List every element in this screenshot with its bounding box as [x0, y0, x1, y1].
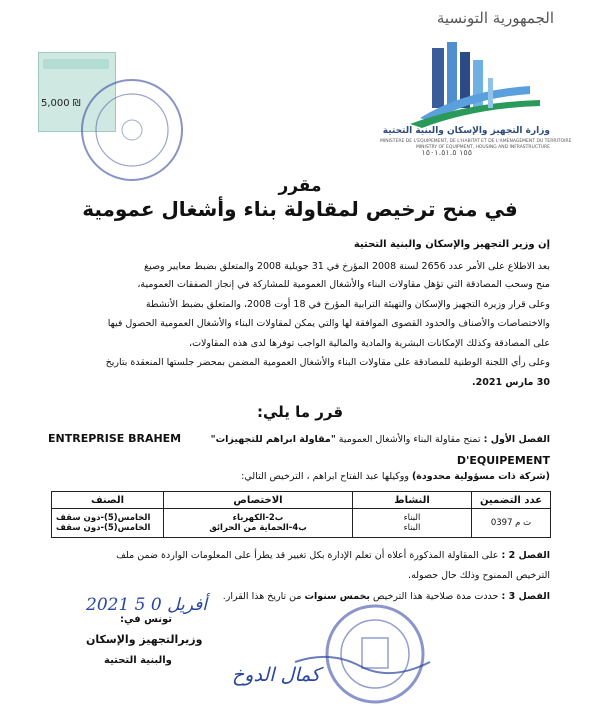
paragraph-line: بعد الاطلاع على الأمر عدد 2656 لسنة 2008 المؤرخ في 31 جويلية 2008 والمتعلق بضبط معايير وصيغ — [144, 261, 550, 272]
ministry-seal-icon — [290, 592, 440, 722]
registration-cell: ت م 0397 — [472, 509, 551, 538]
signature-name: كمال الدوخ — [232, 664, 321, 686]
specialty-cell — [164, 509, 353, 538]
article-2 — [116, 550, 550, 561]
legal-form: (شركة ذات مسؤولية محدودة) — [411, 471, 550, 482]
specialty-2: ب4-الحماية من الحرائق — [209, 523, 307, 533]
republic-header: الجمهورية التونسية — [436, 9, 554, 27]
paragraph-line: وعلى قرار وزيرة التجهيز والإسكان والتهيئة الترابية المؤرخ في 18 أوت 2008، والمتعلق بضبط الأنشطة — [145, 299, 550, 310]
signature-place: تونس في: — [120, 614, 173, 625]
document-title: مقرر — [278, 176, 322, 196]
category-2: الخامس(5)-دون سقف — [56, 523, 151, 533]
reference-number: ١٥٥ ١٥٠١.٥١.٥ — [421, 148, 472, 157]
specialty-1: ب2-الكهرباء — [232, 513, 284, 523]
ministry-name-en: MINISTRY OF EQUIPMENT, HOUSING AND INFRASTRUCTURE — [415, 145, 550, 150]
article-3-text: حددت مدة صلاحية هذا الترخيص — [373, 591, 499, 602]
table-header: عدد التضمين — [472, 492, 551, 509]
document-subtitle: في منح ترخيص لمقاولة بناء وأشغال عمومية — [82, 197, 518, 221]
company-name-fr-2: D'EQUIPEMENT — [456, 454, 550, 467]
authorization-table — [51, 491, 551, 538]
paragraph-line: والاختصاصات والأصناف والحدود القصوى الموافقة لها والتي يمكن لمقاولات البناء والأشغال العمومية الحصول فيها — [107, 318, 550, 329]
paragraph-line: منح وسحب المصادقة التي تؤهل مقاولات البناء والأشغال العمومية للمشاركة في إنجاز الصفقات العمومية، — [137, 279, 550, 290]
signature-role-1: وزيرالتجهيز والإسكان — [86, 633, 203, 646]
article-3-text-after: من تاريخ هذا القرار. — [222, 591, 302, 602]
paragraph-line: 30 مارس 2021. — [472, 377, 550, 388]
decision-heading: قرر ما يلي: — [256, 403, 344, 421]
article-3-duration: بخمس سنوات — [304, 591, 370, 602]
ministry-name-ar: وزارة التجهيز والإسكان والبنية التحتية — [382, 126, 550, 136]
table-row — [52, 509, 551, 538]
handwritten-date: 2021 أفريل 0 5 — [86, 595, 207, 615]
paragraph-line: على المصادقة وكذلك الإمكانات البشرية والمادية والمالية الواجب توفرها لدى هذه المقاولات، — [189, 338, 550, 349]
stamp-value: 5,000 ₪ — [41, 98, 81, 109]
paragraph-line: وعلى رأي اللجنة الوطنية للمصادقة على مقاولات البناء والأشغال العمومية المضمن بمحضر جلستها المنعقدة بتاريخ — [105, 357, 550, 368]
table-header-row — [52, 492, 551, 509]
table-header: الصنف — [52, 492, 164, 509]
article-2-label: الفصل 2 : — [501, 550, 550, 561]
company-name-ar: "مقاولة ابراهم للتجهيزات" — [210, 434, 336, 445]
table-header: الاختصاص — [164, 492, 353, 509]
article-1-text: تمنح مقاولة البناء والأشغال العمومية — [338, 434, 481, 445]
signature-role-2: والبنية التحتية — [104, 655, 172, 666]
category-cell — [52, 509, 164, 538]
activity-1: البناء — [403, 513, 421, 523]
activity-2: البناء — [403, 523, 421, 533]
intro-line: إن وزير التجهيز والإسكان والبنية التحتية — [353, 239, 550, 250]
building-logo-icon — [380, 38, 550, 128]
table-header: النشاط — [353, 492, 472, 509]
article-1 — [211, 434, 550, 445]
article-1-legal — [241, 471, 550, 482]
article-2-line2: الترخيص الممنوح وذلك حال حصوله. — [408, 570, 550, 581]
ministry-logo — [380, 38, 572, 158]
category-1: الخامس(5)-دون سقف — [56, 513, 151, 523]
article-3-label: الفصل 3 : — [501, 591, 550, 602]
company-name-fr: ENTREPRISE BRAHEM — [48, 432, 182, 445]
ministry-name-fr: MINISTERE DE L'EQUIPEMENT, DE L'HABITAT ET DE L'AMENAGEMENT DU TERRITOIRE — [380, 139, 572, 144]
representative: ووكيلها عبد الفتاح ابراهم ، الترخيص التالي: — [241, 471, 409, 482]
article-2-line1: على المقاولة المذكورة أعلاه أن تعلم الإدارة بكل تغيير قد يطرأ على المعلومات الواردة ضمن ملف — [116, 550, 499, 561]
activity-cell — [353, 509, 472, 538]
article-1-label: الفصل الأول : — [483, 434, 550, 445]
